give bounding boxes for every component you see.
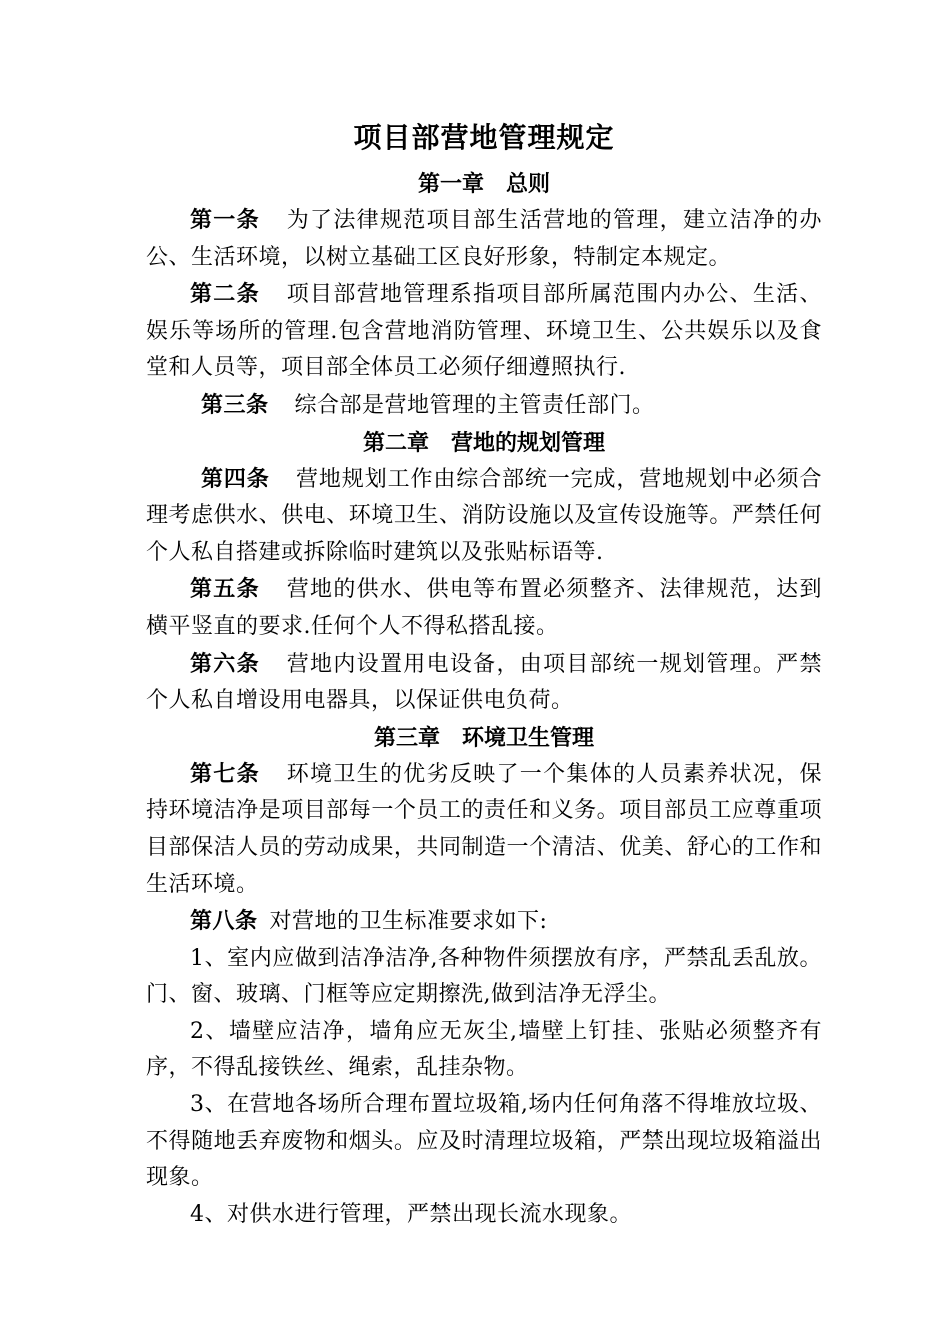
article-label: 第四条 <box>201 465 270 492</box>
chapter-name: 环境卫生管理 <box>462 724 595 751</box>
article-3 <box>146 387 822 425</box>
document-page <box>146 118 822 1233</box>
chapter-number: 第二章 <box>362 429 429 456</box>
list-item: 2、墙壁应洁净，墙角应无灰尘,墙壁上钉挂、张贴必须整齐有序，不得乱接铁丝、绳索，乱挂杂物。 <box>146 1018 822 1081</box>
chapter-2-heading <box>146 425 822 461</box>
article-1 <box>146 202 822 276</box>
list-item: 4、对供水进行管理，严禁出现长流水现象。 <box>190 1201 632 1227</box>
article-text: 营地的供水、供电等布置必须整齐、法律规范，达到横平竖直的要求.任何个人不得私搭乱接。 <box>146 577 822 639</box>
article-text: 营地内设置用电设备，由项目部统一规划管理。严禁个人私自增设用电器具，以保证供电负荷。 <box>146 651 822 714</box>
article-label: 第二条 <box>190 281 260 308</box>
article-2 <box>146 276 822 387</box>
article-4 <box>146 461 822 572</box>
chapter-3-heading <box>146 720 822 756</box>
document-title: 项目部营地管理规定 <box>353 121 615 154</box>
chapter-1-heading <box>146 166 822 202</box>
article-text: 项目部营地管理系指项目部所属范围内办公、生活、娱乐等场所的管理.包含营地消防管理、环境卫生、公共娱乐以及食堂和人员等，项目部全体员工必须仔细遵照执行. <box>146 282 822 381</box>
chapter-number: 第三章 <box>373 724 440 751</box>
article-label: 第三条 <box>201 391 269 418</box>
list-item: 3、在营地各场所合理布置垃圾箱,场内任何角落不得堆放垃圾、不得随地丢弃废物和烟头。应及时清理垃圾箱，严禁出现垃圾箱溢出现象。 <box>146 1092 822 1191</box>
article-text: 为了法律规范项目部生活营地的管理，建立洁净的办公、生活环境，以树立基础工区良好形象，特制定本规定。 <box>146 208 822 270</box>
article-7 <box>146 756 822 903</box>
article-6 <box>146 646 822 720</box>
article-8 <box>146 903 822 941</box>
article-label: 第七条 <box>190 760 260 787</box>
chapter-name: 营地的规划管理 <box>451 429 606 456</box>
article-text: 综合部是营地管理的主管责任部门。 <box>294 392 655 418</box>
article-label: 第五条 <box>190 576 260 603</box>
article-label: 第八条 <box>190 908 258 935</box>
article-text: 对营地的卫生标准要求如下: <box>269 909 548 935</box>
article-5 <box>146 571 822 645</box>
article-label: 第一条 <box>190 207 260 233</box>
chapter-name: 总则 <box>506 171 551 197</box>
article-text: 营地规划工作由综合部统一完成，营地规划中必须合理考虑供水、供电、环境卫生、消防设施以及宣传设施等。严禁任何个人私自搭建或拆除临时建筑以及张贴标语等. <box>146 466 822 565</box>
article-label: 第六条 <box>190 650 260 677</box>
article-text: 环境卫生的优劣反映了一个集体的人员素养状况，保持环境洁净是项目部每一个员工的责任和义务。项目部员工应尊重项目部保洁人员的劳动成果，共同制造一个清洁、优美、舒心的工作和生活环境。 <box>146 761 822 897</box>
list-item: 1、室内应做到洁净洁净,各种物件须摆放有序，严禁乱丢乱放。门、窗、玻璃、门框等应定期擦洗,做到洁净无浮尘。 <box>146 945 822 1008</box>
chapter-number: 第一章 <box>417 171 484 197</box>
